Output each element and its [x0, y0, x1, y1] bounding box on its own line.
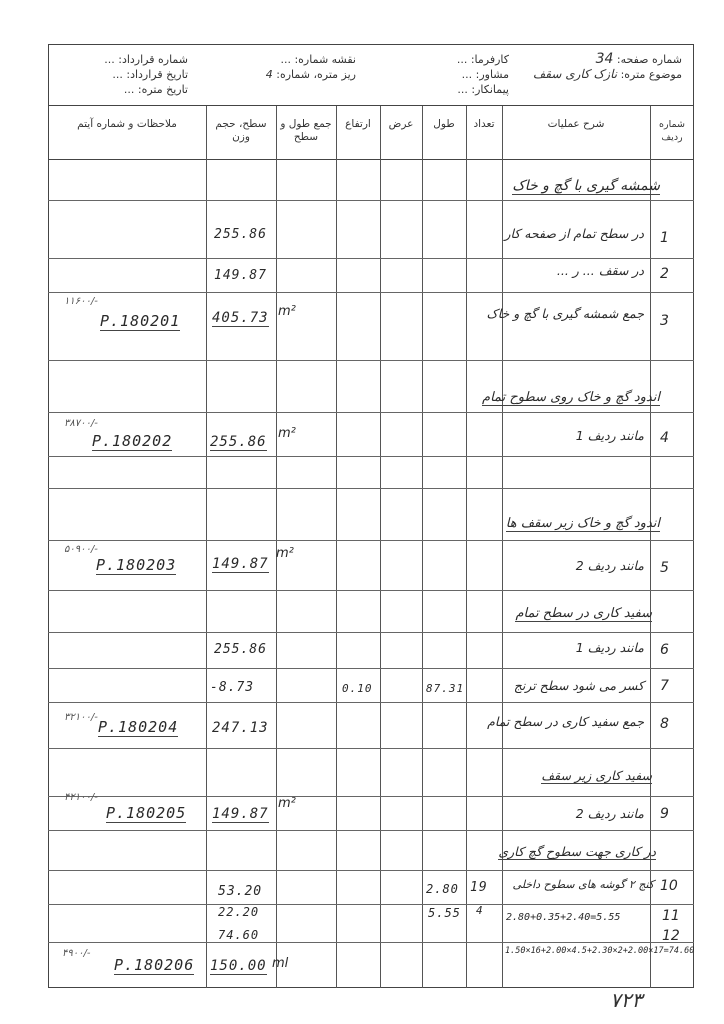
col-length: طول — [433, 118, 455, 130]
row-number: 7 — [660, 678, 669, 694]
row-number: 12 — [662, 928, 680, 944]
surface-total: 149.87 — [212, 806, 269, 822]
grid-hline — [48, 830, 694, 831]
item-code: P.180203 — [96, 556, 177, 574]
contract-number-field: شماره قرارداد: ... — [104, 53, 188, 66]
height-value: 0.10 — [342, 682, 373, 695]
col-row-number: شماره ردیف — [659, 119, 685, 143]
row-description: در سقف ... ر ... — [556, 263, 644, 278]
column-header-row — [48, 106, 694, 160]
surface-value: 255.86 — [214, 227, 267, 242]
surface-total: 149.87 — [212, 556, 269, 572]
subject-field: موضوع متره: نازک کاری سقف — [532, 67, 682, 81]
row-description: در سطح تمام از صفحه کار — [504, 226, 644, 241]
row-formula: 2.80+0.35+2.40=5.55 — [506, 912, 621, 923]
surface-value: 255.86 — [214, 642, 267, 657]
consultant-field: مشاور: ... — [461, 68, 509, 81]
section-title: شمشه گیری با گچ و خاک — [512, 178, 660, 194]
col-description: شرح عملیات — [547, 118, 605, 130]
unit-label: m² — [278, 304, 296, 319]
row-number: 1 — [660, 230, 669, 246]
grid-hline — [48, 540, 694, 541]
grid-hline — [48, 668, 694, 669]
row-description: جمع سفید کاری در سطح تمام — [487, 714, 644, 729]
row-description: کسر می شود سطح ترنج — [513, 678, 644, 693]
col-count: تعداد — [473, 118, 495, 130]
section-title: اندود گچ و خاک زیر سقف ها — [505, 516, 660, 531]
grid-hline — [48, 488, 694, 489]
row-description: مانند ردیف 1 — [575, 428, 644, 443]
surface-value: 74.60 — [218, 928, 260, 942]
surface-value: -8.73 — [210, 680, 255, 695]
row-formula: 1.50×16+2.00×4.5+2.30×2+2.00×17=74.60 — [505, 946, 695, 956]
sheet-header — [48, 44, 694, 106]
contract-date-field: تاریخ قرارداد: ... — [112, 68, 188, 81]
grid-hline — [48, 258, 694, 259]
grid-hline — [48, 870, 694, 871]
section-title: اندود گچ و خاک روی سطوح تمام — [482, 390, 660, 405]
grid-hline — [48, 360, 694, 361]
surface-total: 247.13 — [212, 720, 269, 736]
col-height: ارتفاع — [345, 118, 371, 130]
unit-price: ۳۸۷۰۰/- — [64, 418, 98, 429]
grid-vline — [380, 106, 381, 988]
unit-price: ۴۲۱۰۰/- — [64, 792, 98, 803]
sub-measure-field: ریز متره، شماره: 4 — [265, 68, 356, 81]
col-width: عرض — [388, 118, 414, 130]
unit-label: m² — [278, 426, 296, 441]
row-description: جمع شمشه گیری با گچ و خاک — [486, 306, 644, 321]
row-description: مانند ردیف 2 — [575, 806, 644, 821]
unit-price: ۱۱۶۰۰/- — [64, 296, 98, 307]
employer-field: کارفرما: ... — [456, 53, 509, 66]
row-description: کنج ۲ گوشه های سطوح داخلی — [512, 878, 654, 891]
length-value: 5.55 — [428, 906, 461, 920]
grid-hline — [48, 702, 694, 703]
grid-vline — [336, 106, 337, 988]
grid-vline — [206, 106, 207, 988]
col-sum-length: جمع طول و سطح — [280, 118, 332, 143]
grid-hline — [48, 292, 694, 293]
count-value: 4 — [476, 904, 484, 917]
item-code: P.180202 — [92, 432, 173, 450]
grid-hline — [48, 748, 694, 749]
surface-value: 53.20 — [218, 884, 263, 899]
item-code: P.180204 — [98, 718, 179, 736]
surface-value: 22.20 — [218, 905, 260, 919]
grid-hline — [48, 796, 694, 797]
unit-price: ۵۰۹۰۰/- — [64, 544, 98, 555]
section-title: در کاری جهت سطوح گچ کاری — [498, 844, 656, 859]
row-number: 8 — [660, 716, 669, 732]
col-notes: ملاحظات و شماره آیتم — [77, 118, 177, 130]
surface-value: 149.87 — [214, 268, 267, 283]
row-description: مانند ردیف 2 — [575, 558, 644, 573]
page-signature: ۷۲۳ — [610, 988, 643, 1012]
surface-total: 150.00 — [210, 958, 267, 974]
grid-hline — [48, 412, 694, 413]
unit-price: ۳۲۱۰۰/- — [64, 712, 98, 723]
row-number: 9 — [660, 806, 669, 822]
grid-vline — [422, 106, 423, 988]
page-number-field: شماره صفحه: 34 — [595, 51, 682, 67]
unit-price: ۴۹۰۰/- — [62, 948, 91, 959]
row-number: 5 — [660, 560, 669, 576]
count-value: 19 — [470, 880, 488, 895]
row-number: 3 — [660, 313, 669, 329]
grid-hline — [48, 200, 694, 201]
contractor-field: پیمانکار: ... — [457, 83, 509, 96]
row-number: 6 — [660, 642, 669, 658]
row-number: 4 — [660, 430, 669, 446]
row-number: 10 — [660, 878, 678, 894]
grid-hline — [48, 590, 694, 591]
row-number: 2 — [660, 266, 669, 282]
length-value: 87.31 — [426, 682, 465, 695]
unit-label: ml — [272, 956, 289, 971]
surface-total: 405.73 — [212, 310, 269, 326]
item-code: P.180205 — [106, 804, 187, 822]
item-code: P.180206 — [114, 956, 195, 974]
map-number-field: نقشه شماره: ... — [280, 53, 356, 66]
section-title: سفید کاری در سطح تمام — [515, 606, 652, 621]
section-title: سفید کاری زیر سقف — [541, 768, 652, 783]
grid-hline — [48, 632, 694, 633]
grid-hline — [48, 942, 694, 943]
length-value: 2.80 — [426, 882, 459, 896]
grid-hline — [48, 456, 694, 457]
grid-hline — [48, 904, 694, 905]
surface-total: 255.86 — [210, 434, 267, 450]
unit-label: m² — [278, 796, 296, 811]
col-surface-volume: سطح، حجم وزن — [215, 118, 267, 143]
row-number: 11 — [662, 908, 680, 924]
item-code: P.180201 — [100, 312, 181, 330]
row-description: مانند ردیف 1 — [575, 640, 644, 655]
unit-label: m² — [276, 546, 294, 561]
measure-date-field: تاریخ متره: ... — [123, 83, 188, 96]
grid-vline — [466, 106, 467, 988]
